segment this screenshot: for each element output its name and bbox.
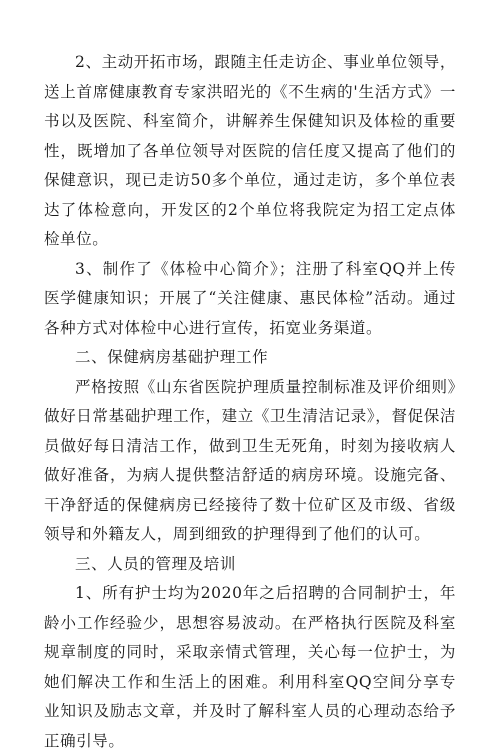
paragraph-staff-management: 1、所有护士均为2020年之后招聘的合同制护士，年龄小工作经验少，思想容易波动。在严格执行医院及科室规章制度的同时，采取亲情式管理，关心每一位护士，为她们解决工作和生活上的困难。利用科室QQ空间分享专业知识及励志文章，并及时了解科室人员的心理动态给予正确引导。 xyxy=(44,584,456,750)
paragraph-market-expansion: 2、主动开拓市场，跟随主任走访企、事业单位领导，送上首席健康教育专家洪昭光的《不生病的'生活方式》一书以及医院、科室简介，讲解养生保健知识及体检的重要性，既增加了各单位领导对医院的信任度又提高了他们的保健意识，现已走访50多个单位，通过走访，多个单位表达了体检意向，开发区的2个单位将我院定为招工定点体检单位。 xyxy=(44,53,456,248)
paragraph-ward-care: 严格按照《山东省医院护理质量控制标准及评价细则》做好日常基础护理工作，建立《卫生清洁记录》，督促保洁员做好每日清洁工作，做到卫生无死角，时刻为接收病人做好准备，为病人提供整洁舒适的病房环境。设施完备、干净舒适的保健病房已经接待了数十位矿区及市级、省级领导和外籍友人，周到细致的护理得到了他们的认可。 xyxy=(44,377,456,543)
paragraph-promotion: 3、制作了《体检中心简介》；注册了科室QQ并上传医学健康知识；开展了“关注健康、惠民体检”活动。通过各种方式对体检中心进行宣传，拓宽业务渠道。 xyxy=(44,259,456,337)
section-heading-staff-management: 三、人员的管理及培训 xyxy=(75,554,237,573)
section-heading-ward-care: 二、保健病房基础护理工作 xyxy=(75,348,269,366)
